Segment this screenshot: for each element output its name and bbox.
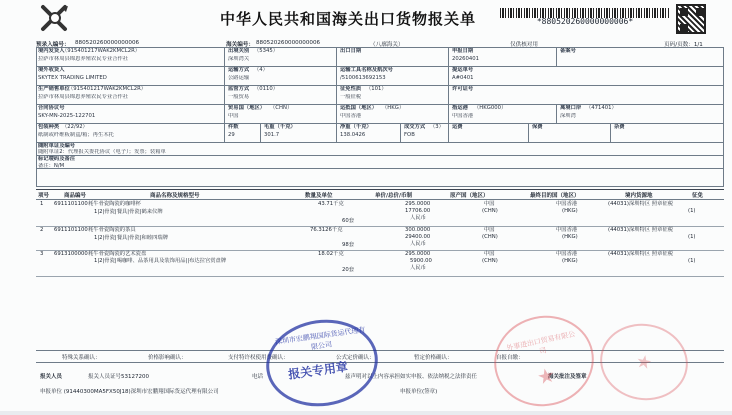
pieces-label: 件数 [228, 124, 239, 130]
shipper-label: 境内发货人 [38, 48, 65, 54]
supervision-note: 仅供核对用 [510, 42, 538, 48]
agent-seal [261, 313, 384, 414]
col-divider [448, 47, 449, 142]
gross-weight-label: 毛重（千克） [264, 124, 296, 130]
goods-2-source: (44031)深圳特区 照章征税 [608, 227, 674, 233]
customs-no-label: 海关编号： [226, 42, 254, 48]
faded-seal [594, 317, 694, 407]
seal-purpose: 报关专用章 [287, 359, 349, 382]
goods-1-qty-unit: 60套 [342, 218, 355, 224]
goods-2-destination-code: (HKG) [562, 234, 578, 240]
vehicle-label: 运输工具名称及航次号 [340, 67, 393, 73]
seal-star-icon: ★ [534, 362, 558, 390]
goods-1-code: 6911101100 [54, 201, 88, 207]
dest-country-code: （HKG） [382, 105, 405, 111]
customs-number: 880520260000000006 [256, 40, 321, 46]
dest-port-code: （HKG000） [474, 105, 507, 111]
col-name: 商品名称及规格型号 [150, 193, 200, 199]
pre-entry-number: 880520260000000006 [75, 40, 140, 46]
goods-2-exempt: (1) [688, 234, 696, 240]
departure-port-label: 离境口岸 [560, 105, 582, 111]
goods-3-total: 5900.00 [410, 258, 432, 264]
contract-label: 合同协议号 [38, 105, 65, 111]
goods-3-source: (44031)深圳特区 照章征税 [608, 251, 674, 257]
price-impact: 价格影响确认： [148, 355, 187, 361]
col-destination: 最终目的国（地区） [530, 193, 580, 199]
goods-2-name: 耗牛骨瓷陶瓷的茶具 [88, 227, 136, 233]
goods-3-name: 耗牛骨瓷陶瓷的艺术瓷盘 [88, 251, 147, 257]
goods-3-currency: 人民币 [410, 265, 426, 271]
col-source: 境内货源地 [625, 193, 653, 199]
goods-2-destination: 中国香港 [556, 227, 578, 233]
dest-country: 中国香港 [340, 113, 362, 119]
goods-1-currency: 人民币 [410, 215, 426, 221]
col-quantity: 数量及单位 [305, 193, 333, 199]
exit-port-name: 深圳湾关 [228, 56, 250, 62]
declare-date: 20260401 [452, 56, 479, 62]
goods-2-qty-unit: 98套 [342, 242, 355, 248]
col-divider [528, 123, 529, 142]
exporter-seal [486, 307, 603, 415]
package-code: （22/92） [62, 124, 88, 130]
goods-header-border [36, 199, 724, 200]
freight-label: 运费 [452, 124, 463, 130]
goods-1-destination-code: (HKG) [562, 208, 578, 214]
record-no-label: 备案号 [560, 48, 576, 54]
goods-2-qty: 76.3126千克 [310, 227, 343, 233]
shipper-name: 拉萨市林周县锦恩养殖农民专业合作社 [38, 56, 129, 62]
declaring-agent: 申报单位 (91440300MA5FX50J18)深圳市宏鹏翔国际货运代理有限公司 [40, 389, 219, 395]
shipper-code: （915401217WAK2KMCL2R） [62, 48, 141, 54]
col-divider [260, 123, 261, 142]
row-divider [36, 142, 724, 143]
goods-3-destination: 中国香港 [556, 251, 578, 257]
seal-company: 深圳市宏鹏翔国际货运代理有限公司 [274, 325, 366, 352]
trade-country: 中国 [228, 113, 239, 119]
goods-row-border [36, 276, 724, 277]
export-date-label: 出口日期 [340, 48, 362, 54]
bill-no: A#0401 [452, 75, 474, 81]
goods-3-unit-price: 295.0000 [405, 251, 431, 257]
goods-1-no: 1 [40, 201, 44, 207]
trade-country-code: （CHN） [270, 105, 293, 111]
qr-code-icon [676, 4, 706, 34]
royalty-confirm: 支付特许权使用费确认： [228, 355, 289, 361]
marks-value: 备注：N/M [38, 163, 65, 169]
goods-3-origin: 中国 [484, 251, 495, 257]
transport-mode-label: 运输方式 [228, 67, 250, 73]
customs-endorsement: 海关批注及签章 [548, 374, 587, 380]
goods-1-destination: 中国香港 [556, 201, 578, 207]
declarant-label: 报关人员 [40, 374, 63, 380]
tax-nature-code: （101） [366, 86, 387, 92]
deal-mode: FOB [404, 132, 415, 138]
row-divider [36, 168, 724, 169]
goods-3-qty: 18.02千克 [318, 251, 344, 257]
col-origin: 原产国（地区） [450, 193, 489, 199]
consignee-name: SKYTEX TRADING LIMITED [38, 75, 107, 81]
package-label: 包装种类 [38, 124, 60, 130]
goods-2-origin: 中国 [484, 227, 495, 233]
goods-1-spec: 1|2|骨瓷|餐具|骨瓷|鹤来仪牌 [94, 209, 163, 215]
exit-port-label: 出境关别 [228, 48, 250, 54]
goods-1-origin: 中国 [484, 201, 495, 207]
transport-mode-code: （4） [254, 67, 268, 73]
goods-top-border [36, 189, 724, 190]
dest-port: 中国香港 [452, 113, 474, 119]
goods-3-no: 3 [40, 251, 44, 257]
misc-fee-label: 杂费 [614, 124, 625, 130]
seal2-text: 外事进出口贸易有限公司 [505, 330, 576, 356]
deal-mode-code: （3） [430, 124, 444, 130]
dest-port-label: 指运港 [452, 105, 468, 111]
tax-nature-name: 一般征税 [340, 94, 362, 100]
goods-2-no: 2 [40, 227, 44, 233]
row-divider [36, 104, 724, 105]
goods-3-code: 6913100000 [54, 251, 88, 257]
bill-no-label: 提运单号 [452, 67, 474, 73]
goods-1-source: (44031)深圳特区 照章征税 [608, 201, 674, 207]
col-divider [336, 47, 337, 142]
departure-port: 深圳湾 [560, 113, 576, 119]
declare-date-label: 申报日期 [452, 48, 474, 54]
col-price: 单价/总价/币制 [375, 193, 413, 199]
net-weight: 138.0426 [340, 132, 366, 138]
consignee-label: 境外收货人 [38, 67, 65, 73]
marks-label: 标记唛码及备注 [38, 156, 76, 162]
net-weight-label: 净重（千克） [340, 124, 372, 130]
seal-star-icon: ★ [634, 350, 654, 375]
col-divider [556, 47, 557, 66]
license-label: 许可证号 [452, 86, 474, 92]
col-divider [224, 47, 225, 142]
goods-1-unit-price: 295.0000 [405, 201, 431, 207]
goods-3-spec: 1|2|骨瓷|喝咖啡、品茶用具及装饰用品||布达拉宫赏盘牌 [94, 258, 227, 264]
goods-1-exempt: (1) [688, 208, 696, 214]
port-note: （八廓海关） [370, 42, 404, 48]
transport-mode-name: 公路运输 [228, 75, 250, 81]
customs-emblem-icon [38, 4, 72, 32]
col-exempt: 征免 [692, 193, 704, 199]
vehicle-number: /5100613692153 [340, 75, 386, 81]
goods-2-spec: 1|2|骨瓷|餐具|骨瓷|和睦四瑞牌 [94, 235, 168, 241]
supervision-mode-code: （0110） [254, 86, 279, 92]
goods-3-origin-code: (CHN) [482, 258, 498, 264]
pieces: 29 [228, 132, 235, 138]
declarant-id: 报关人员证号53127200 [88, 374, 149, 380]
provisional-price: 暂定价格确认： [414, 355, 453, 361]
phone-label: 电话 [252, 374, 264, 380]
formula-price: 公式定价确认： [336, 355, 375, 361]
goods-2-code: 6911101100 [54, 227, 88, 233]
col-divider [610, 123, 611, 142]
tax-nature-label: 征免性质 [340, 86, 362, 92]
col-divider [400, 123, 401, 142]
goods-1-qty: 43.71千克 [318, 201, 344, 207]
goods-1-origin-code: (CHN) [482, 208, 498, 214]
deal-mode-label: 成交方式 [404, 124, 426, 130]
self-declare: 自报自缴： [496, 355, 524, 361]
pre-entry-label: 预录入编号： [36, 42, 70, 48]
page-number: 页码/页数：1/1 [664, 42, 703, 48]
special-relation: 特殊关系确认： [62, 355, 101, 361]
document-title: 中华人民共和国海关出口货物报关单 [220, 10, 477, 28]
declaration-statement: 兹声明对以上内容承担如实申报、依法纳税之法律责任 [345, 374, 478, 380]
insurance-label: 保费 [532, 124, 543, 130]
producer-label: 生产销售单位 [38, 86, 70, 92]
contract-no: SKY-MN-2025-122701 [38, 113, 96, 119]
goods-3-destination-code: (HKG) [562, 258, 578, 264]
producer-code: （915401217WAK2KMCL2R） [68, 86, 147, 92]
dest-country-label: 运抵国（地区） [340, 105, 378, 111]
goods-2-total: 29400.00 [405, 234, 431, 240]
supervision-mode-label: 监管方式 [228, 86, 250, 92]
goods-3-exempt: (1) [688, 258, 696, 264]
producer-name: 拉萨市林周县锦恩养殖农民专业合作社 [38, 94, 129, 100]
goods-2-currency: 人民币 [410, 241, 426, 247]
goods-2-origin-code: (CHN) [482, 234, 498, 240]
package-type: 纸制或纤维板制盒/箱；再生木托 [38, 132, 114, 138]
departure-port-code: （471401） [586, 105, 617, 111]
barcode-text: *880520260000000006* [536, 17, 634, 26]
goods-2-unit-price: 300.0000 [405, 227, 431, 233]
goods-3-qty-unit: 20套 [342, 267, 355, 273]
attachments-value: 随附单证2：代理报关委托协议（电子）；发票；装箱单 [38, 149, 166, 155]
col-divider [556, 104, 557, 123]
trade-country-label: 贸易国（地区） [228, 105, 266, 111]
goods-1-total: 17706.00 [405, 208, 431, 214]
attachments-label: 随附单证及编号 [38, 143, 76, 149]
supervision-mode-name: 一般贸易 [228, 94, 250, 100]
agent-seal-label: 申报单位(签章) [400, 389, 438, 395]
gross-weight: 301.7 [264, 132, 280, 138]
exit-port-code: （5345） [254, 48, 279, 54]
goods-1-name: 耗牛骨瓷陶瓷的咖啡杯 [88, 201, 141, 207]
col-code: 商品编号 [64, 193, 87, 199]
col-item-no: 项号 [38, 193, 50, 199]
